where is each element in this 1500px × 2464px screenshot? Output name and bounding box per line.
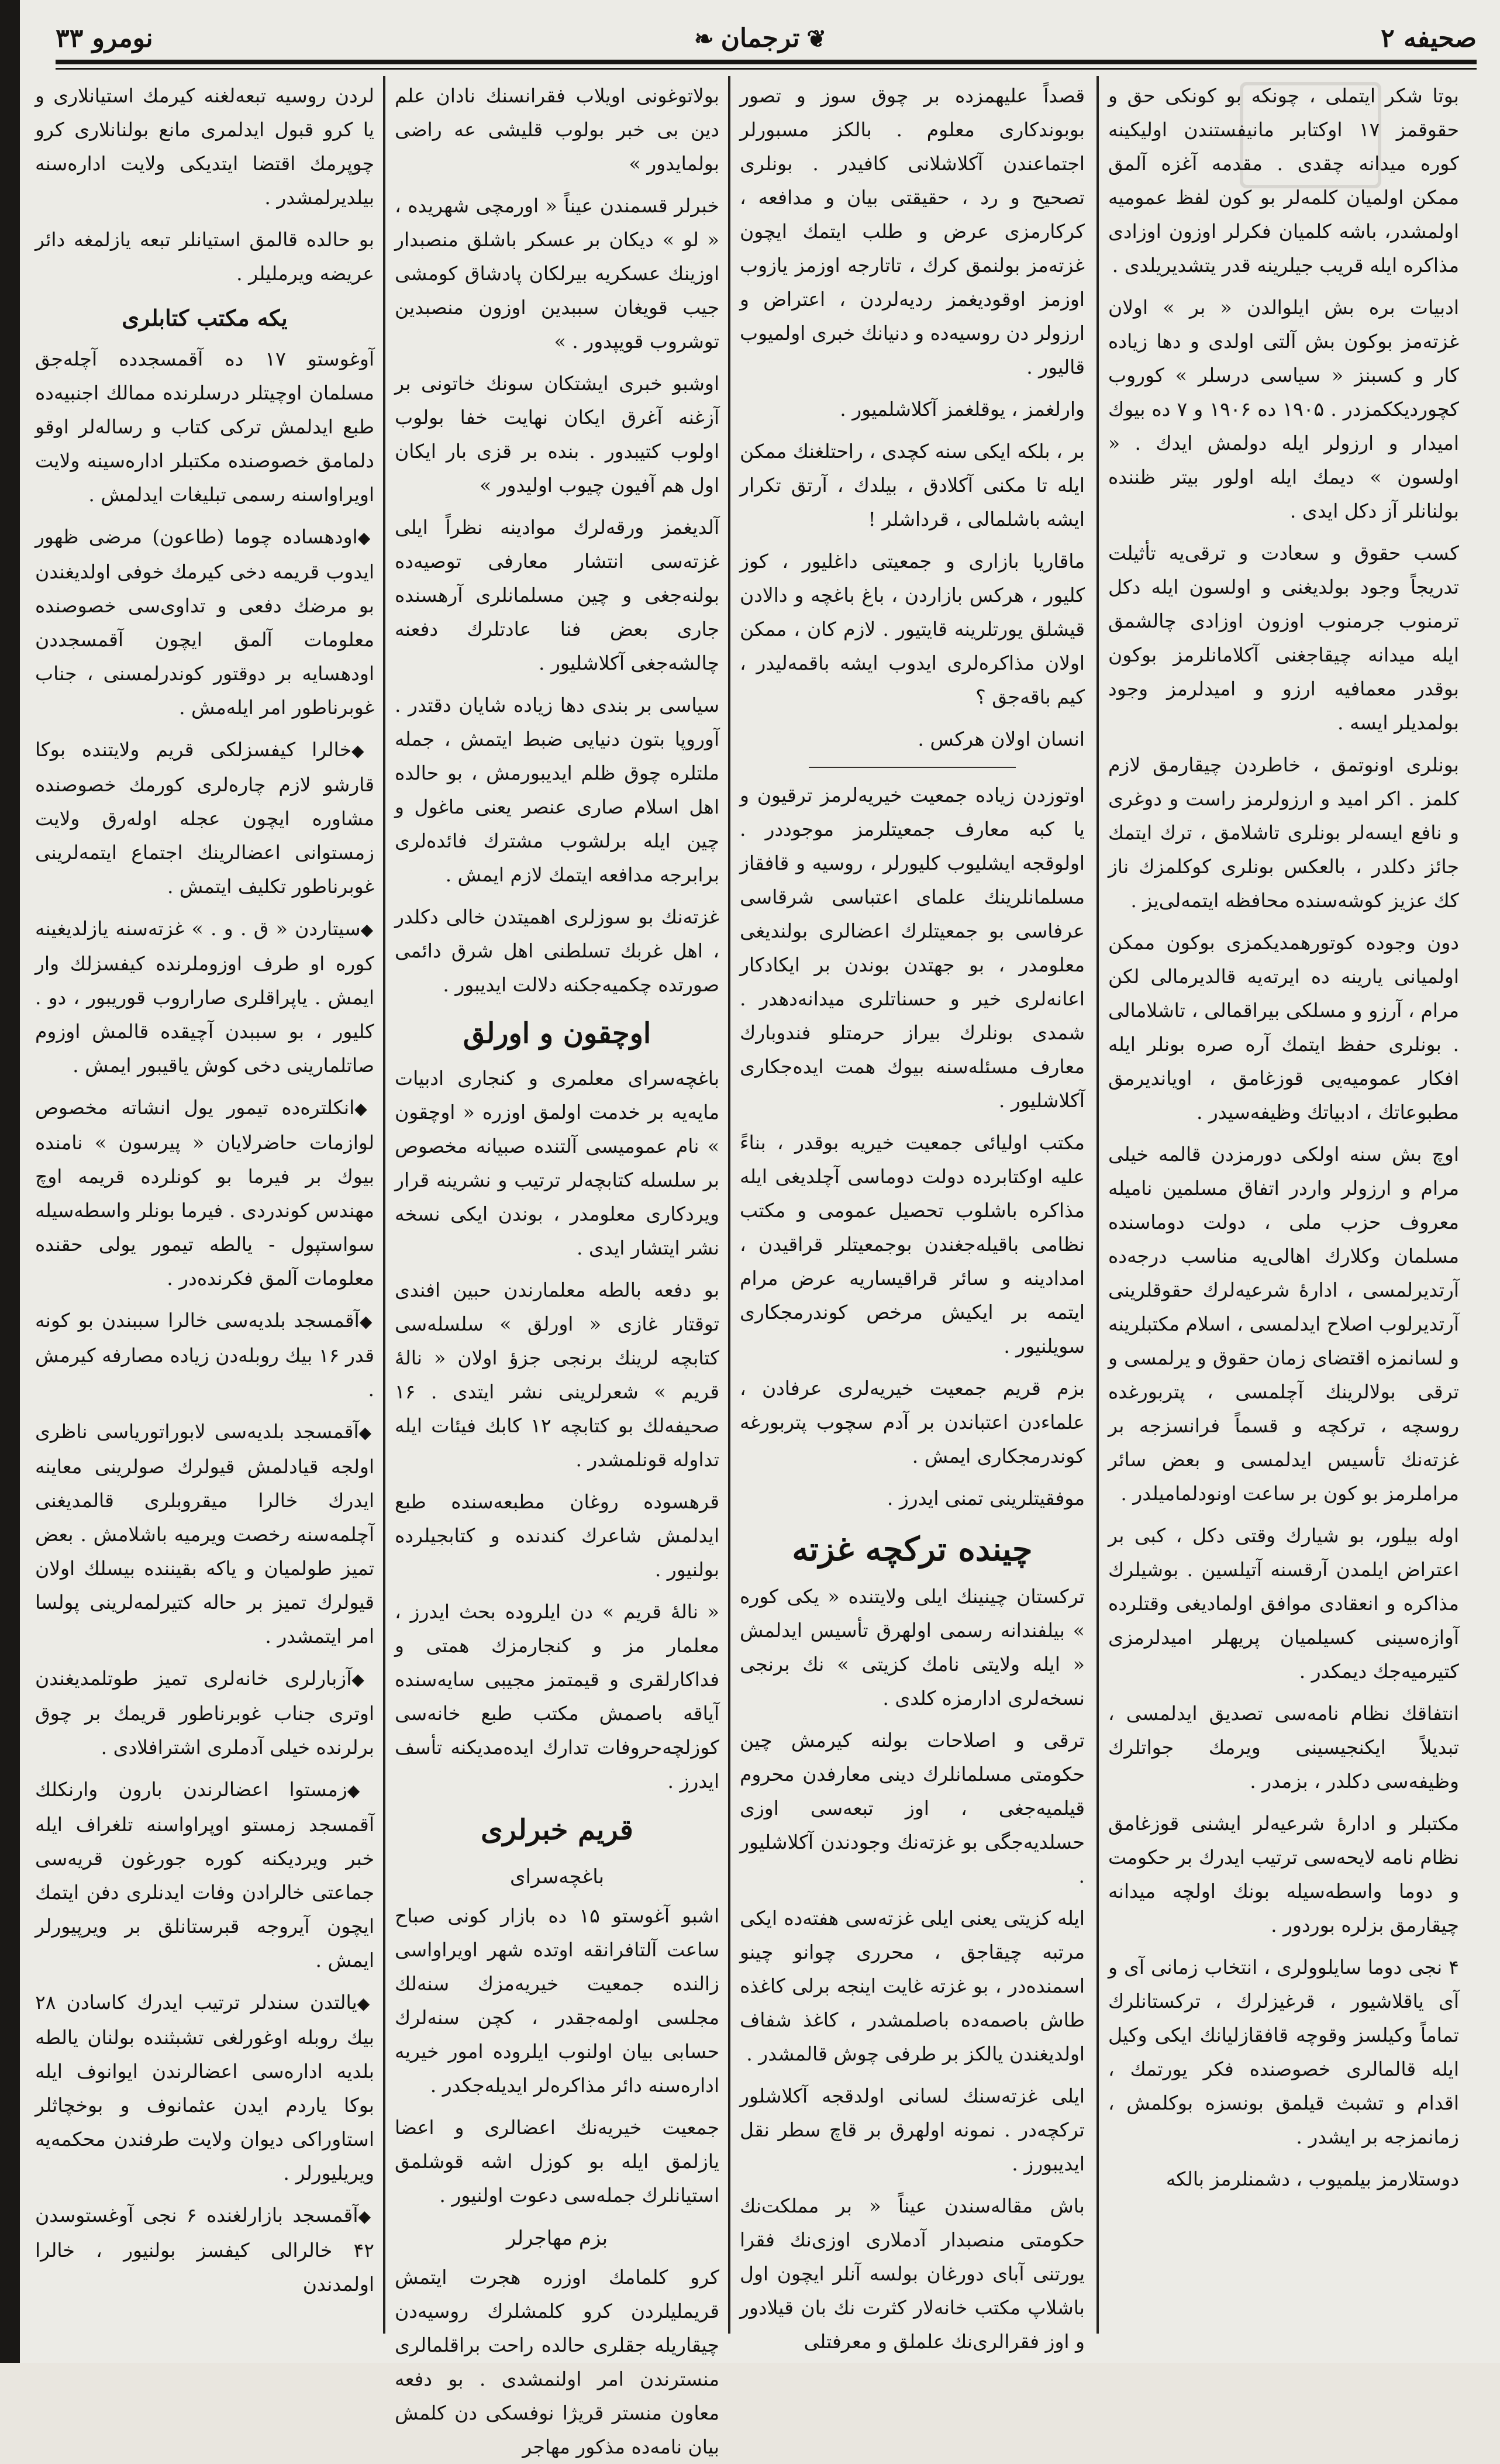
article-paragraph: کسب حقوق و سعادت و ترقی‌یه تأثیلت تدریجاً وجود بولدیغنی و اولسون ایله دکل ترمنوب جرمنوب اوزون اوزادی چالشمق ایله میدانه چیقاجغنی آکلامانلرمز بوکون بوقدر معمافیه ارزو و امیدلرمز وجود بولمدیلر ایسه . [1108,542,1459,734]
article-paragraph: سیاسی بر بندی دها زیاده شایان دقتدر . آوروپا بتون دنیایی ضبط ایتمش ، جمله ملتلره چوق ظلم ایدیبورمش ، بو حالده اهل اسلام صاری عنصر یعنی ماغول و چین ایله برلشوب مشترك فائده‌لری برابرجه مدافعه ایتمك لازم ایمش . [395,694,719,886]
news-item-paragraph: ◆ آقمسجد بازارلغنده ۶ نجی آوغستوسدن ۴۲ خالرالی کیفسز بولنیور ، خالرا اولمدندن [35,2198,374,2301]
article-paragraph: قرهسوده روغان مطبعه‌سنده طبع ایدلمش شاعرك کندنده و کتابجیلرده بولنیور . [395,1490,719,1581]
article-paragraph: بو حالده قالمق استیانلر تبعه یازلمغه دائر عریضه ویرملیلر . [35,228,374,285]
header-rule-thin [56,68,1477,70]
article-paragraph: اوله بیلور، بو شیارك وقتی دکل ، کبی بر اعتراض ایلمدن آرقسنه آتیلسین . بوشیلرك مذاکره و انعقادی موافق اولمادیغی وقتلرده آوازه‌سینی کسیلمیان پریهلر امیدلرمزی کتیرمیه‌جك دیمکدر . [1108,1524,1459,1683]
article-paragraph: باش مقاله‌سندن عیناً « بر مملکت‌نك حکومتی منصبدار آدملاری اوزی‌نك فقرا یورتنی آبای دورغان بولسه آنلر ایچون اول باشلاپ مکتب خانه‌لار کثرت نك بان قیلادور و اوز فقرالری‌نك علملق و معرفتلی [740,2194,1085,2353]
article-paragraph: کرو کلمامك اوزره هجرت ایتمش قریملیلردن کرو کلمشلرك روسیه‌دن چیقاریله جقلری حالده راحت براقلمالری منسترندن امر اولنمشدی . بو دفعه معاون منستر قریژا نوفسکی دن کلمش بیان نامه‌ده مذکور مهاجر [395,2266,719,2458]
column-2 [740,79,1085,2353]
article-paragraph: انسان اولان هرکس . [918,728,1085,750]
article-paragraph: آلدیغمز ورقه‌لرك موادینه نظراً ایلی غزته‌سی انتشار معارفی توصیه‌ده بولنه‌جغی و چین مسلمانلری آرهسنده جاری بعض فنا عادتلرك دفعنه چالشه‌جغی آکلاشلیور . [395,516,719,674]
article-paragraph: انتفاقك نظام نامه‌سی تصدیق ایدلمسی ، تبدیلاً ایکنجیسینی ویرمك جواتلرك وظیفه‌سی دکلدر ، بزمدر . [1108,1702,1459,1793]
article-paragraph: قصداً علیهمزده بر چوق سوز و تصور بوبوندکاری معلوم . بالکز مسبورلر اجتماعندن آکلاشلانی کافیدر . بونلری تصحیح و رد ، حقیقتی بیان و مدافعه ، کرکارمزی عرض و طلب ایتمك ایچون غزته‌مز بولنمق کرك ، تاتارجه اوزمز یازوب اوزمز اوقودیغمز ردیه‌لردن ، اعتراض و ارزولر دن روسیه‌ده و دنیانك خبری اولمیوب قالیور . [740,84,1085,378]
news-item-paragraph: ◆ سیتاردن « ق . و . » غزته‌سنه یازلدیغینه کوره او طرف اوزوملرنده کیفسزلك وار ایمش . یاپراقلری صاراروب قوریبور ، دو . کلیور ، بو سببدن آچیقده قالمش اوزوم صاتلمارینی دخی کوش یاقیبور ایمش . [35,912,374,1083]
article-paragraph: مکتب اولیائی جمعیت خیریه بوقدر ، بناءً علیه اوکتابرده دولت دوماسی آچلدیغی ایله مذاکره باشلوب تحصیل عمومی و مکتب نظامی باقیله‌جغندن بوجمعیتلر قراقیدن ، امدادینه و سائر قراقیساریه عرض مرام ایتمه بر ایکیش مرخص کوندرمجکاری سویلنیور . [740,1131,1085,1357]
article-paragraph: وارلغمز ، یوقلغمز آکلاشلمیور . [840,398,1085,421]
article-paragraph: بر ، بلکه ایکی سنه کچدی ، راحتلغنك ممکن ایله تا مکنی آکلادق ، بیلدك ، آرتق تکرار ایشه باشلمالی ، قرداشلر ! [740,440,1085,530]
article-paragraph: خبرلر قسمندن عیناً « اورمچی شهریده ، « لو » دیکان بر عسکر باشلق منصبدار اوزینك عسکریه بیرلکان پادشاق کومشی جیب قویغان سببدین اوزون منصبدین توشروب قویپدور . » [395,194,719,353]
article-paragraph: ۴ نجی دوما سایلوولری ، انتخاب زمانی آی و آی یاقلاشیور ، قرغیزلرك ، ترکستانلرك تماماً وکیلسز وقوچه قافقازلیانك ایکی وکیل ایله قالمالری خصوصنده فکر یورتمك ، اقدام و تشبث قیلمق بونسزه بوکلمش ، زمانمزجه بر ایشدر . [1108,1956,1459,2148]
column-divider [1096,76,1099,2334]
article-paragraph: اوشبو خبری ایشتکان سونك خاتونی بر آزغنه آغرق ایکان نهایت خفا بولوب اولوب کتیبدور . بنده بر قزی بار ایکان اول هم آفیون چیوب اولیدور » [395,372,719,497]
newspaper-title [687,23,833,53]
column-1 [1108,79,1459,2337]
ornament-icon: ❦ [806,25,826,53]
header-rule [56,60,1477,64]
article-heading: یکه مکتب کتابلری [122,305,288,331]
article-paragraph: بونلری اونوتمق ، خاطردن چیقارمق لازم کلمز . اکر امید و ارزولرمز راست و دوغری و نافع ایسه‌لر بونلری تاشلامق ، ترك ایتمك جائز دکلدر ، بالعکس بونلری کوکلمزك ناز كك عزیز کوشه‌سنده محافظه ایتمه‌لی‌یز . [1108,753,1459,912]
article-paragraph: موفقیتلرینی تمنی ایدرز . [887,1487,1085,1510]
news-item-paragraph: ◆ انکلتره‌ده تیمور یول انشاته مخصوص لوازمات حاضرلایان « پیرسون » نامنده بیوك بر فیرما بو کونلرده قریمه اوچ مهندس کوندردی . فیرما بونلر واسطه‌سیله سواستپول - یالطه تیمور یولی حقنده معلومات آلمق فکرنده‌در . [35,1091,374,1295]
news-item-paragraph: ◆ آقمسجد بلدیه‌سی لابوراتوریاسی ناظری اولجه قیادلمش قیولرك صولرینی معاینه ایدرك خالرا میقروبلری قالمدیغنی آچلمه‌سنه رخصت ویرمیه باشلامش . بعض تمیز طولمیان و یاکه بقیننده بیسلك اولان قیولرك تمیز بر حاله کتیرلمه‌لرینی پولسا امر ایتمشدر . [35,1415,374,1653]
article-paragraph: دوستلارمز بیلمیوب ، دشمنلرمز بالکه [1165,2167,1459,2190]
news-item-paragraph: ◆ زمستوا اعضالرندن بارون وارنکلك آقمسجد زمستو اوپراواسنه تلغراف ایله خبر ویردیکنه کوره جورغون قریه‌سی جماعتی خالرادن وفات ایدنلری دفن ایتمك ایچون آیروجه قبرستانلق بر ویرپیورلر ایمش . [35,1773,374,1977]
article-paragraph: باغچه‌سرای معلمری و کنجاری ادبیات مایه‌یه بر خدمت اولمق اوزره « اوچقون » نام عمومیسی آلتنده صبیانه مخصوص بر سلسله کتابچه‌لر ترتیب و نشرینه قرار ویردکاری معلومدر ، بوندن ایکی نسخه نشر ایتشار ایدی . [395,1067,719,1259]
newspaper-title-text: ترجمان [720,23,800,53]
article-paragraph: « نالهٔ قریم » دن ایلروده بحث ایدرز ، معلمار مز و کنجارمزك همتی و فداکارلقری و قیمتمز مجیبی سایه‌سنده آیاقه باصمش مکتب طبع خانه‌سی کوزلچه‌حروفات تدارك ایده‌مدیکنه تأسف ایدرز . [395,1600,719,1793]
article-paragraph: بزم قریم جمعیت خیریه‌لری عرفادن ، علماءدن اعتباندن بر آدم سچوب پتربورغه کوندرمجکاری ایمش . [740,1377,1085,1467]
article-paragraph: جمعیت خیریه‌نك اعضالری و اعضا یازلمق ایله بو کوزل اشه قوشلمق استیانلرك جمله‌سی دعوت اولنیور . [395,2116,719,2207]
article-heading: اوچقون و اورلق [463,1017,651,1050]
news-item-paragraph: ◆ آقمسجد بلدیه‌سی خالرا سببندن بو کونه قدر ۱۶ بیك روبله‌دن زیاده مصارفه کیرمش . [35,1304,374,1407]
article-paragraph: لردن روسیه تبعه‌لغنه کیرمك استیانلاری و یا کرو قبول ایدلمری مانع بولنانلاری کرو چوپرمك اقتضا ایتدیکی ولایت اداره‌سنه بیلدیرلمشدر . [35,84,374,209]
column-4 [35,79,374,2337]
article-heading: بزم مهاجرلر [506,2227,608,2250]
ornament-icon: ❧ [694,25,714,53]
column-divider [383,76,385,2334]
news-item-paragraph: ◆ یالتدن سندلر ترتیب ایدرك کاسادن ۲۸ بیك روبله اوغورلغی تشبثنده بولنان یالطه بلدیه اداره‌سی اعضالرندن ایوانوف ایله بوکا یاردم ایدن عثمانوف و بوخچاثلر استاوراکی دیوان ولایت طرفندن محکمه‌یه ویریلیورلر . [35,1986,374,2190]
article-paragraph: ترکستان چینینك ایلی ولایتنده « یکی کوره » بیلفندانه رسمی اولهرق تأسیس ایدلمش « ایله ولایتی نامك کزیتی » نك برنجی نسخه‌لری ادارمزه کلدی . [740,1585,1085,1710]
article-paragraph: بو دفعه بالطه معلمارندن حبین افندی توقتار غازی « اورلق » سلسله‌سی کتابچه لرینك برنجی جزؤ اولان « نالهٔ قریم » شعرلرینی نشر ایتدی . ۱۶ صحیفه‌لك بو کتابچه ۱۲ کابك فیئات ایله تداوله قونلمشدر . [395,1278,720,1471]
article-paragraph: مکتبلر و ادارهٔ شرعیه‌لر ایشنی قوزغامق نظام نامه لایحه‌سی ترتیب ایدرك بر حکومت و دوما واسطه‌سیله بونك اولچه میدانه چیقارمق بزلره بوردور . [1108,1812,1459,1936]
article-heading: چینده ترکچه غزته [792,1530,1033,1569]
article-paragraph: ایلی غزته‌سنك لسانی اولدقجه آکلاشلور ترکچه‌در . نمونه اولهرق بر قاچ سطر نقل ایدیبورز . [740,2084,1085,2175]
article-heading: باغچه‌سرای [509,1865,605,1889]
issue-number-label: نومرو ۳۳ [56,23,153,53]
column-divider [728,76,730,2334]
article-paragraph: آوغوستو ۱۷ ده آقمسجدده آچله‌جق مسلمان اوچیتلر درسلرنده ممالك اجنبیه‌ده طبع ایدلمش ترکی کتاب و رساله‌لر اوقو دلمامق خصوصنده مکتبلر اداره‌سینه ولایت اویراواسنه رسمی تبلیغات ایدلمش . [35,347,374,506]
article-paragraph: ایله کزیتی یعنی ایلی غزته‌سی هفته‌ده ایکی مرتبه چیقاجق ، محرری چوانو چینو اسمنده‌در ، بو غزته غایت اینجه برلی کاغذه طاش باصمه‌ده باصلمشدر ، کاغذ شفاف اولدیغندن یالکز بر طرفی چوش قالمشدر . [740,1907,1085,2065]
article-paragraph: اشبو آغوستو ۱۵ ده بازار کونی صباح ساعت آلتافرانقه اوتده شهر اویراواسی زالنده جمعیت خیریه‌مزك سنه‌لك مجلسی اولمه‌جقدر ، کچن سنه‌لرك حسابی بیان اولنوب ایلروده امور خیریه اداره‌سنه دائر مذاکره‌لر ایدیله‌جکدر . [395,1904,719,2097]
masthead [56,23,1477,64]
article-paragraph: بولاتوغونی اویلاب فقرانسنك نادان علم دین بی خبر بولوب قلیشی عه راضی بولمایدور » [395,84,719,175]
article-paragraph: ادبیات بره بش ایلوالدن « بر » اولان غزته‌مز بوکون بش آلتی اولدی و دها زیاده کار و کسبنز « سیاسی درسلر » کوروب کچوردیککمزدر . ۱۹۰۵ ده ۱۹۰۶ و ۷ ده بیوك امیدار و ارزولر ایله دولمش ایدك . « اولسون » دیمك ایله اولور بیتر ظننده بولنانلر آز دکل ایدی . [1108,296,1460,522]
article-paragraph: بوتا شکر ایتملی ، چونکه بو کونکی حق و حقوقمز ۱۷ اوکتابر مانیفستندن اولیکینه کوره میدانه چقدی . مقدمه آغزه آلمق ممکن اولمیان کلمه‌لر بو کون لفظ عمومیه اولمشدر، باشه کلمیان فکرلر اوزون اوزادی مذاکره ایله قریب جیلرینه قدر یتشدیریلدی . [1108,84,1459,277]
section-separator [809,767,1016,768]
article-paragraph: اوتوزدن زیاده جمعیت خیریه‌لرمز ترقیون و یا کبه معارف جمعیتلرمز موجوددر . اولوقجه ایشلیوب کلیورلر ، روسیه و قافقاز مسلمانلرینك علمای اعتباسی شرقاسی عرفاسی بو جمعیتلرك اعضالری بولندیغی معلومدر ، بو جهتدن بوندن بر ایکادکار اعانه‌لری خیر و حسناتلری میدانه‌دهدر . شمدی بونلرك بیراز حرمتلو فندوبارك معارف مسئله‌سنه بیوك همت ایده‌جکاری آکلاشلیور . [740,784,1085,1112]
article-paragraph: غزته‌نك بو سوزلری اهمیتدن خالی دکلدر ، اهل غربك تسلطنی اهل شرق دائمی صورتده چکمیه‌جکنه دلالت ایدیبور . [395,905,719,996]
news-item-paragraph: ◆ آزبارلری خانه‌لری تمیز طوتلمدیغندن اوتری جناب غوبرناطور قریمك بر چوق برلرنده خیلی آدملری اشترافلادی . [35,1662,374,1765]
page-number-label: صحیفه ۲ [1381,23,1477,53]
scan-edge-shadow [0,0,20,2363]
article-paragraph: ماقاریا بازاری و جمعیتی داغلیور ، کوز کلیور ، هرکس بازاردن ، باغ باغچه و دالادن قیشلق یورتلرینه قایتیور . لازم کان ، ممکن اولان مذاکره‌لری ایدوب ایشه باقمه‌لیدر ، کیم باقه‌جق ؟ [740,550,1085,708]
article-heading: قریم خبرلری [481,1814,633,1846]
article-paragraph: ترقی و اصلاحات بولنه کیرمش چین حکومتی مسلمانلرك دینی معارفدن محروم قیلمیه‌جغی ، اوز تبعه‌سی اوزی حسلدیه‌جگی بو غزته‌نك وجودندن آکلاشلیور . [740,1729,1085,1887]
news-item-paragraph: ◆ اودهساده چوما (طاعون) مرضی ظهور ایدوب قریمه دخی کیرمك خوفی اولدیغندن بو مرضك دفعی و تداوی‌سی خصوصنده معلومات آلمق ایچون آقمسجددن اودهسایه بر دوقتور کوندرلمسنی ، جناب غوبرناطور امر ایله‌مش . [35,520,374,725]
article-paragraph: دون وجوده کوتورهمدیکمزی بوکون ممکن اولمیانی یارینه ده ایرته‌یه قالدیرمالی لکن مرام ، آرزو و مسلکی بیراقمالی ، تاشلامالی . بونلری حفظ ایتمك آره صره بونلر ایله افکار عمومیه‌یی قوزغامق ، اویاندیرمق مطبوعاتك ، ادبیاتك وظیفه‌سیدر . [1108,931,1459,1124]
news-item-paragraph: ◆ خالرا کیفسزلکی قریم ولایتنده بوکا قارشو لازم چاره‌لری کورمك خصوصنده مشاوره ایچون عجله اوله‌رق ولایت زمستوانی اعضالرینك اجتماع ایتمه‌لرینی غوبرناطور تکلیف ایتمش . [35,733,374,904]
article-paragraph: اوچ بش سنه اولکی دورمزدن قالمه خیلی مرام و ارزولر واردر اتفاق مسلمین نامیله معروف حزب ملی ، دولت دوماسنده مسلمان وکلارك اهالی‌یه مناسب درجه‌ده آرتدیرلمسی ، ادارهٔ شرعیه‌لرك حقوقلرینی آرتدیرلوب اصلاح ایدلمسی ، اسلام مکتبلرینه و لسانمزه اقتضای زمان حقوق و یرلمسی و ترقی بولالرینك آچلمسی ، پتربورغده روسچه ، ترکچه و قسماً فرانسزجه بر غزته‌نك تأسیس ایدلمسی و بعض سائر مراملرمز بو کون بر ساعت اونودلمامیلدر . [1108,1143,1459,1505]
column-3 [395,79,720,2458]
